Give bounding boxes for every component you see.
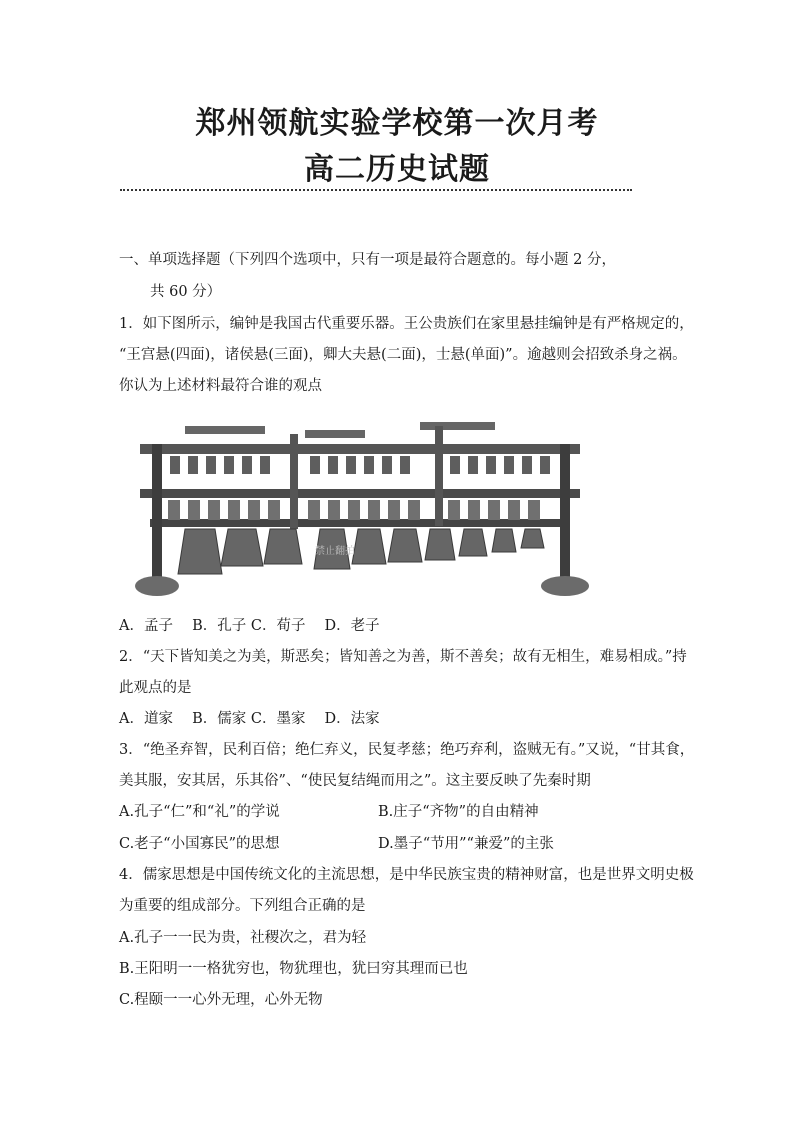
q4-option-c: C.程颐一一心外无理，心外无物 (119, 992, 323, 1008)
q4-option-b: B.王阳明一一格犹穷也，物犹理也，犹曰穷其理而已也 (119, 961, 468, 977)
q1-options: A．孟子 B．孔子 C．荀子 D．老子 (119, 618, 380, 634)
q1-stem-line2: “王宫悬(四面)，诸侯悬(三面)，卿大夫悬(二面)，士悬(单面)”。逾越则会招致杀身之祸。 (119, 347, 687, 363)
q2-stem-line2: 此观点的是 (119, 680, 192, 696)
photo-watermark: 禁止翻拍 (315, 546, 355, 557)
bianzhong-bells-photo (130, 414, 590, 604)
q3-option-c: C.老子“小国寡民”的思想 (119, 836, 280, 852)
q3-stem-line1: 3．“绝圣弃智，民利百倍；绝仁弃义，民复孝慈；绝巧弃利，盗贼无有。”又说，“甘其食， (119, 742, 695, 758)
q2-options: A．道家 B．儒家 C．墨家 D．法家 (119, 711, 380, 727)
q3-option-a: A.孔子“仁”和“礼”的学说 (119, 804, 280, 820)
q4-option-a: A.孔子一一民为贵，社稷次之，君为轻 (119, 930, 367, 946)
exam-title: 郑州领航实验学校第一次月考 (195, 106, 599, 141)
dotted-divider (120, 189, 632, 191)
exam-subtitle: 高二历史试题 (304, 152, 490, 187)
q1-stem-line3: 你认为上述材料最符合谁的观点 (119, 378, 322, 394)
q1-stem-line1: 1．如下图所示，编钟是我国古代重要乐器。王公贵族们在家里悬挂编钟是有严格规定的， (119, 316, 694, 332)
q3-option-d: D.墨子“节用”“兼爱”的主张 (378, 836, 554, 852)
q4-stem-line1: 4．儒家思想是中国传统文化的主流思想，是中华民族宝贵的精神财富，也是世界文明史极 (119, 867, 694, 883)
q2-stem-line1: 2．“天下皆知美之为美，斯恶矣；皆知善之为善，斯不善矣；故有无相生，难易相成。”持 (119, 649, 687, 665)
q3-option-b: B.庄子“齐物”的自由精神 (378, 804, 539, 820)
section-heading-cont: 共 60 分） (150, 284, 222, 300)
q3-stem-line2: 美其服，安其居，乐其俗”、“使民复结绳而用之”。这主要反映了先秦时期 (119, 773, 591, 789)
section-heading: 一、单项选择题（下列四个选项中，只有一项是最符合题意的。每小题 2 分， (119, 252, 616, 268)
q4-stem-line2: 为重要的组成部分。下列组合正确的是 (119, 898, 366, 914)
